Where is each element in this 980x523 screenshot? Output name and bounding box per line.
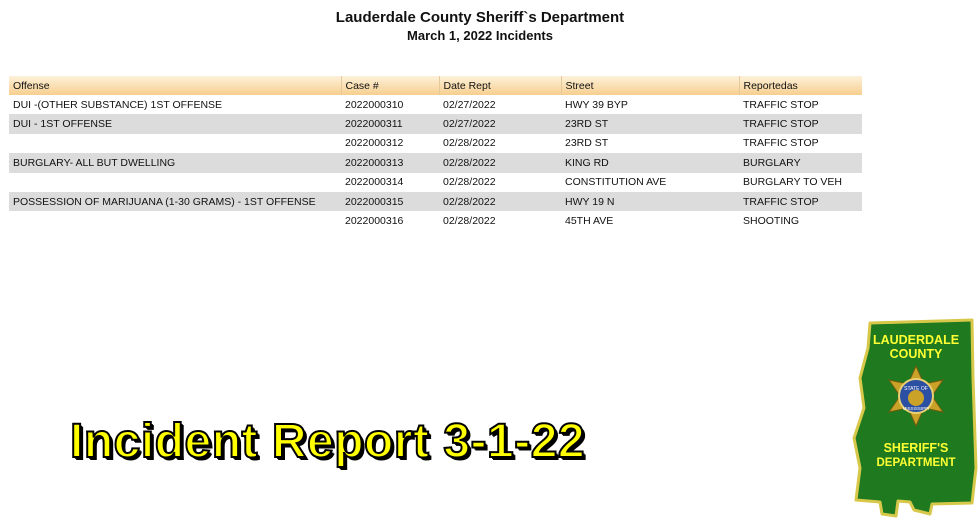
cell-street: KING RD	[561, 153, 739, 172]
cell-reportedas: TRAFFIC STOP	[743, 98, 819, 111]
incident-table	[9, 76, 862, 231]
column-reportedas[interactable]: Reportedas	[739, 76, 862, 95]
cell-date-rept: 02/28/2022	[443, 137, 496, 150]
table-row	[9, 95, 862, 114]
cell-case-number: 2022000311	[341, 114, 439, 133]
cell-reportedas: SHOOTING	[743, 215, 800, 228]
cell-street: 23RD ST	[565, 137, 609, 150]
incident-report-banner: Incident Report 3-1-22	[70, 415, 586, 468]
cell-reportedas: BURGLARY	[739, 153, 862, 172]
cell-reportedas: TRAFFIC STOP	[739, 114, 862, 133]
cell-reportedas: BURGLARY TO VEH	[743, 176, 843, 189]
table-row	[9, 153, 862, 172]
cell-offense	[9, 211, 341, 230]
cell-case-number: 2022000310	[345, 98, 404, 111]
column-street[interactable]: Street	[561, 76, 739, 95]
cell-reportedas: TRAFFIC STOP	[743, 137, 819, 150]
table-row	[9, 192, 862, 211]
seal-top-text: STATE OF	[904, 386, 928, 392]
cell-reportedas: TRAFFIC STOP	[739, 192, 862, 211]
cell-street: 23RD ST	[561, 114, 739, 133]
cell-case-number: 2022000316	[345, 215, 404, 228]
cell-offense	[9, 134, 341, 153]
cell-case-number: 2022000312	[345, 137, 404, 150]
cell-date-rept: 02/28/2022	[439, 153, 561, 172]
report-subtitle: March 1, 2022 Incidents	[407, 28, 553, 43]
seal-bottom-text: MISSISSIPPI	[902, 406, 930, 411]
logo-line1: LAUDERDALE	[872, 333, 960, 347]
cell-date-rept: 02/28/2022	[443, 176, 496, 189]
cell-street: CONSTITUTION AVE	[565, 176, 667, 189]
column-date-rept[interactable]: Date Rept	[439, 76, 561, 95]
column-case-number[interactable]: Case #	[341, 76, 439, 95]
sheriff-badge-logo	[852, 318, 978, 518]
cell-offense: DUI - 1ST OFFENSE	[9, 114, 341, 133]
logo-line3: SHERIFF'S	[883, 441, 949, 455]
cell-date-rept: 02/27/2022	[439, 114, 561, 133]
table-header-row	[9, 76, 862, 95]
report-title: Lauderdale County Sheriff`s Department	[335, 9, 625, 26]
cell-date-rept: 02/27/2022	[443, 98, 496, 111]
cell-date-rept: 02/28/2022	[439, 192, 561, 211]
table-row	[9, 173, 862, 192]
cell-offense: DUI -(OTHER SUBSTANCE) 1ST OFFENSE	[13, 98, 223, 111]
column-offense[interactable]: Offense	[9, 76, 341, 95]
table-row	[9, 134, 862, 153]
cell-street: 45TH AVE	[565, 215, 614, 228]
logo-line4: DEPARTMENT	[876, 457, 956, 469]
cell-street: HWY 39 BYP	[565, 98, 628, 111]
cell-offense	[9, 173, 341, 192]
cell-case-number: 2022000313	[341, 153, 439, 172]
cell-street: HWY 19 N	[561, 192, 739, 211]
logo-line2: COUNTY	[889, 347, 943, 361]
cell-offense: BURGLARY- ALL BUT DWELLING	[9, 153, 341, 172]
report-header	[0, 8, 960, 45]
table-row	[9, 211, 862, 230]
cell-case-number: 2022000315	[341, 192, 439, 211]
cell-case-number: 2022000314	[345, 176, 404, 189]
cell-offense: POSSESSION OF MARIJUANA (1-30 GRAMS) - 1ST OFFENSE	[9, 192, 341, 211]
cell-date-rept: 02/28/2022	[443, 215, 496, 228]
table-row	[9, 114, 862, 133]
